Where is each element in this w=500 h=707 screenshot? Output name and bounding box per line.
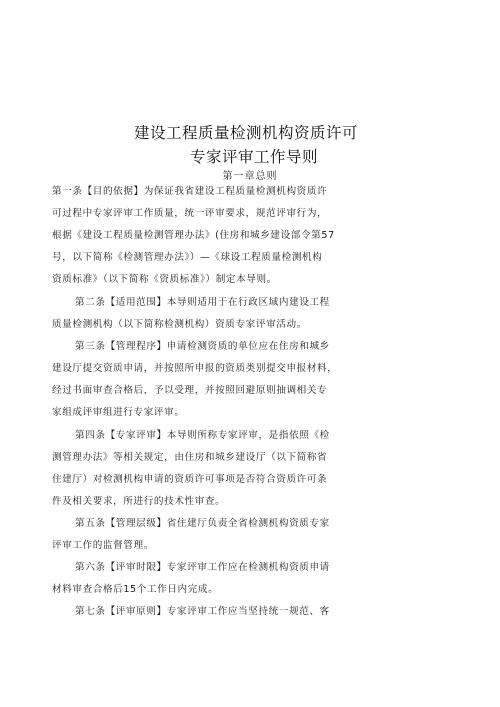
body-text-line: 测管理办法》等相关规定，由住房和城乡建设厅（以下简称省 (52, 452, 328, 463)
body-text-line: 第三条【管理程序】申请检测资质的单位应在住房和城乡 (75, 341, 330, 352)
body-text-line: 材料审查合格后15个工作日内完成。 (52, 584, 219, 595)
body-text-line: 根据《建设工程质量检测管理办法》(住房和城乡建设部令第57 (52, 230, 335, 241)
body-text-line: 质量检测机构（以下简称检测机构）资质专家评审活动。 (52, 319, 307, 330)
document-title-line-1: 建设工程质量检测机构资质许可 (133, 124, 358, 142)
body-text-line: 第一条【目的依据】为保证我省建设工程质量检测机构资质许 (52, 186, 328, 197)
body-text-line: 家组成评审组进行专家评审。 (52, 407, 185, 418)
body-text-line: 第六条【评审时限】专家评审工作应在检测机构资质申请 (75, 562, 330, 573)
body-text-line: 建设厅提交资质申请，并按照所申报的资质类别提交申报材料， (52, 363, 338, 374)
body-text-line: 件及相关要求，所进行的技术性审查。 (52, 496, 226, 507)
body-text-line: 号，以下简称《检测管理办法》）—《球设工程质量检测机构 (52, 252, 323, 263)
chapter-heading: 第一章总则 (222, 171, 278, 182)
body-text-line: 可过程中专家评审工作质量，统一评审要求，规范评审行为， (52, 208, 328, 219)
body-text-line: 评审工作的监督管理。 (52, 540, 154, 551)
body-text-line: 第七条【评审原则】专家评审工作应当坚持统一规范、客 (75, 606, 330, 617)
document-title-line-2: 专家评审工作导则 (189, 148, 318, 166)
body-text-line: 住建厅）对检测机构申请的资质许可事项是否符合资质许可条 (52, 474, 328, 485)
body-text-line: 第二条【适用范围】本导则适用于在行政区域内建设工程 (75, 297, 330, 308)
body-text-line: 第五条【管理层级】省住建厅负责全省检测机构资质专家 (75, 518, 330, 529)
body-text-line: 资质标准》（以下简称《资质标准》）制定本导则。 (52, 274, 277, 285)
body-text-line: 第四条【专家评审】本导则所称专家评审，是指依照《检 (75, 430, 330, 441)
body-text-line: 经过书面审查合格后，予以受理，并按照回避原则抽调相关专 (52, 385, 328, 396)
